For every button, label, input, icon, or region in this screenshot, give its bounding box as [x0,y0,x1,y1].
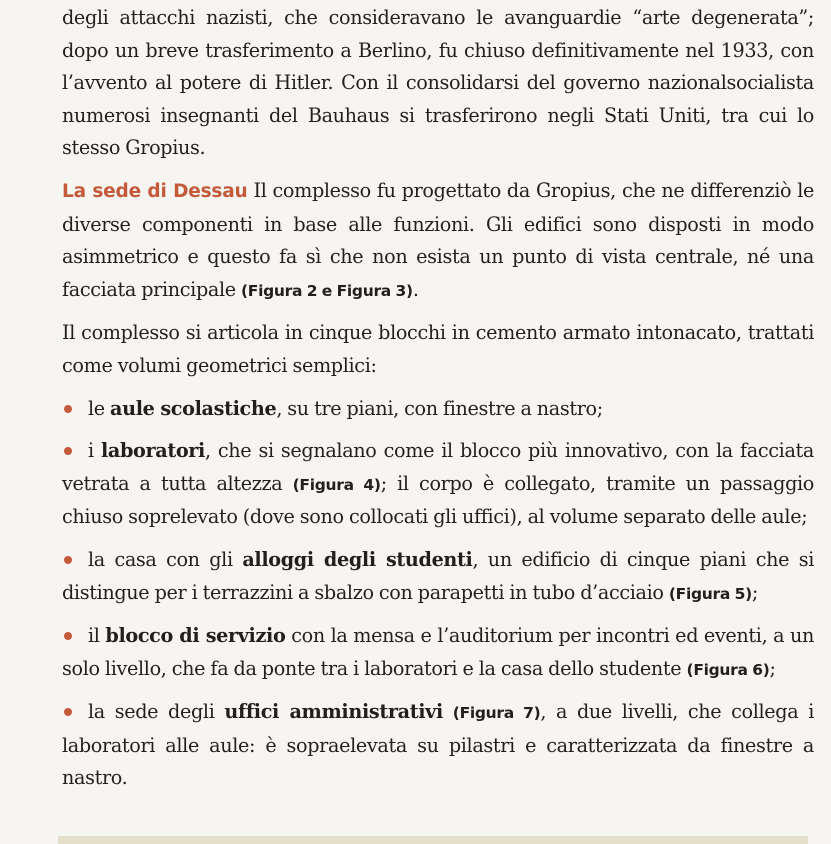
sede-text: Il complesso fu progettato da Gropius, che ne differenziò le diverse componenti in base alle funzioni. Gli edifici sono disposti in modo asimmetrico e questo fa sì che non esista un punto di vista centrale, né una facciata principale [62,178,814,301]
sede-end: . [412,277,419,301]
bullet-item: la casa con gli alloggi degli studenti, un edificio di cinque piani che si distingue per i terrazzini a sbalzo con parapetti in tubo d’acciaio (Figura 5); [62,544,814,610]
figure-ref: (Figura 2 e Figura 3) [241,281,413,300]
figure-ref: (Figura 7) [452,704,541,723]
bullet-item: il blocco di servizio con la mensa e l’auditorium per incontri ed eventi, a un solo livello, che fa da ponte tra i laboratori e la casa dello studente (Figura 6); [62,620,814,686]
section-heading: La sede di Dessau [62,180,248,202]
bottom-band [58,836,808,844]
complesso-paragraph: Il complesso si articola in cinque blocchi in cemento armato intonacato, trattati come volumi geometrici semplici: [62,321,814,377]
intro-paragraph: degli attacchi nazisti, che consideravano le avanguardie “arte degenerata”; dopo un breve trasferimento a Berlino, fu chiuso definitivamente nel 1933, con l’avvento al potere di Hitler. Con il consolidarsi del governo nazionalsocialista numerosi insegnanti del Bauhaus si trasferirono negli Stati Uniti, tra cui lo stesso Gropius. [62,6,814,160]
bullet-item: i laboratori, che si segnalano come il blocco più innovativo, con la facciata vetrata a tutta altezza (Figura 4); il corpo è collegato, tramite un passaggio chiuso soprelevato (dove sono collocati gli uffici), al volume separato delle aule; [62,435,814,534]
sede-paragraph [62,175,814,307]
bullet-keyword: alloggi degli studenti [242,547,473,571]
bullet-item: la sede degli uffici amministrativi (Figura 7), a due livelli, che collega i laboratori alle aule: è sopraelevata su pilastri e caratterizzata da finestre a nastro. [62,696,814,795]
figure-ref: (Figura 6) [686,660,770,679]
body-text [62,2,814,795]
figure-ref: (Figura 5) [668,584,752,603]
bullet-keyword: blocco di servizio [105,624,286,648]
figure-ref: (Figura 4) [292,475,381,494]
bullet-item: le aule scolastiche, su tre piani, con finestre a nastro; [62,393,814,426]
bullet-keyword: aule scolastiche [110,396,277,420]
bullet-keyword: laboratori [100,439,205,463]
bullet-keyword: uffici amministrativi [224,700,443,724]
